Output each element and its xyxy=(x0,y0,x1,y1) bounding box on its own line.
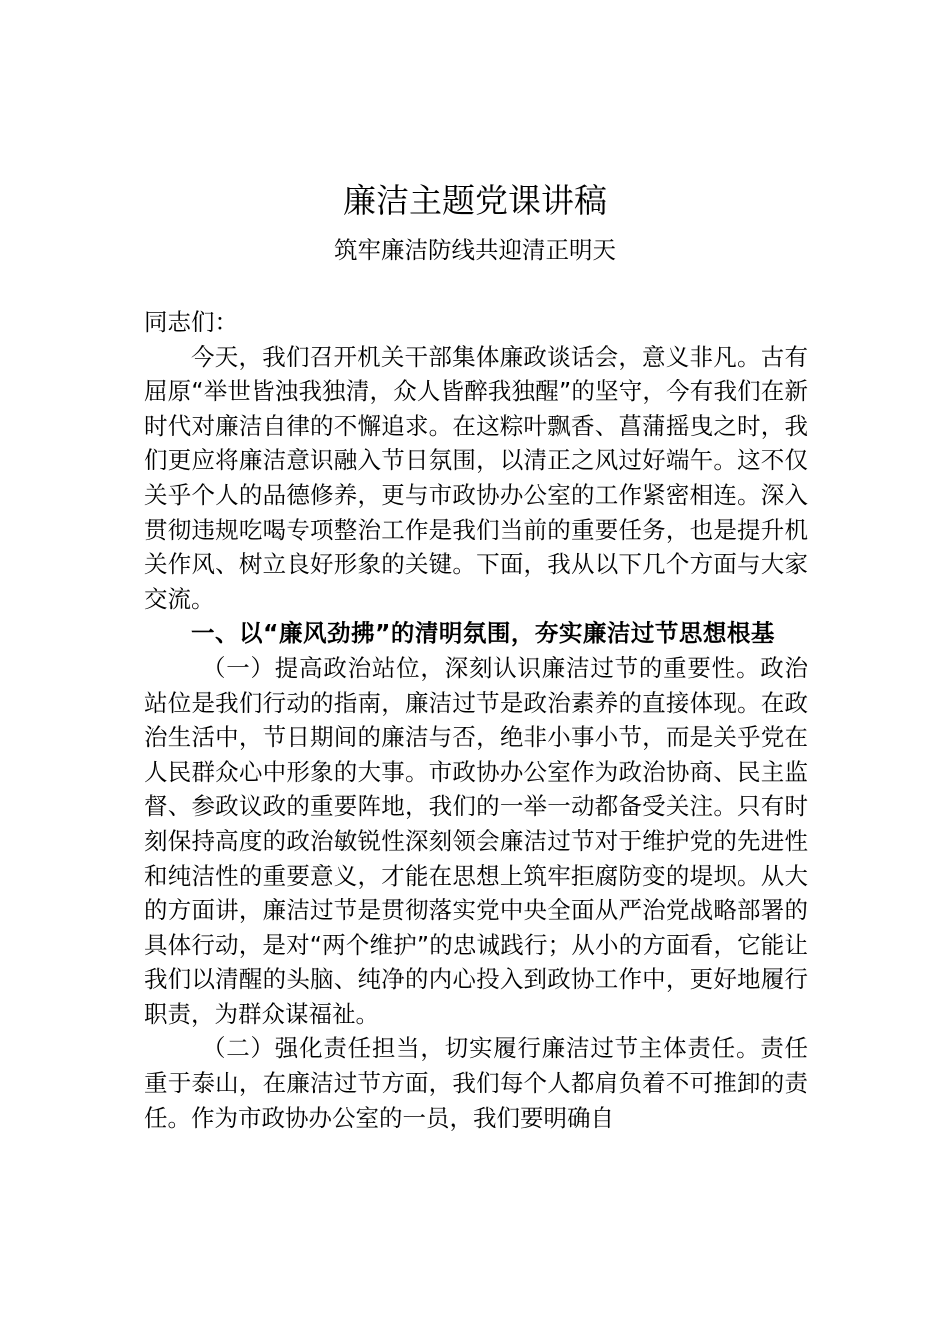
paragraph-section-1-2: （二）强化责任担当，切实履行廉洁过节主体责任。责任重于泰山，在廉洁过节方面，我们每个人都肩负着不可推卸的责任。作为市政协办公室的一员，我们要明确自 xyxy=(144,1034,808,1132)
paragraph-intro: 今天，我们召开机关干部集体廉政谈话会，意义非凡。古有屈原“举世皆浊我独清，众人皆醉我独醒”的坚守，今有我们在新时代对廉洁自律的不懈追求。在这粽叶飘香、菖蒲摇曳之时，我们更应将廉洁意识融入节日氛围，以清正之风过好端午。这不仅关乎个人的品德修养，更与市政协办公室的工作紧密相连。深入贯彻违规吃喝专项整治工作是我们当前的重要任务，也是提升机关作风、树立良好形象的关键。下面，我从以下几个方面与大家交流。 xyxy=(144,342,808,613)
document-subtitle: 筑牢廉洁防线共迎清正明天 xyxy=(334,236,616,264)
document-title: 廉洁主题党课讲稿 xyxy=(343,181,607,220)
paragraph-section-1-1: （一）提高政治站位，深刻认识廉洁过节的重要性。政治站位是我们行动的指南，廉洁过节是政治素养的直接体现。在政治生活中，节日期间的廉洁与否，绝非小事小节，而是关乎党在人民群众心中形象的大事。市政协办公室作为政治协商、民主监督、参政议政的重要阵地，我们的一举一动都备受关注。只有时刻保持高度的政治敏锐性深刻领会廉洁过节对于维护党的先进性和纯洁性的重要意义，才能在思想上筑牢拒腐防变的堤坝。从大的方面讲，廉洁过节是贯彻落实党中央全面从严治党战略部署的具体行动，是对“两个维护”的忠诚践行；从小的方面看，它能让我们以清醒的头脑、纯净的内心投入到政协工作中，更好地履行职责，为群众谋福祉。 xyxy=(144,653,808,1028)
document-body xyxy=(144,305,808,1135)
salutation: 同志们： xyxy=(144,308,238,336)
section-heading-1: 一、以“廉风劲拂”的清明氛围，夯实廉洁过节思想根基 xyxy=(191,619,775,648)
